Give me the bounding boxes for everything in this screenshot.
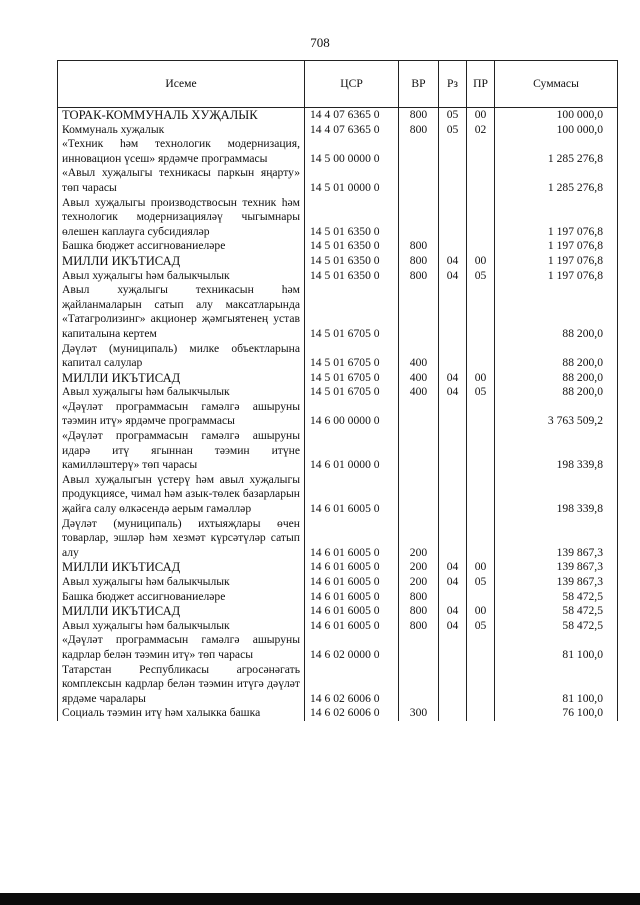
table-row <box>58 560 618 575</box>
cell-vr: 800 <box>399 619 439 634</box>
cell-sum: 58 472,5 <box>495 619 618 634</box>
cell-vr: 800 <box>399 108 439 123</box>
table-row <box>58 123 618 138</box>
table-row <box>58 269 618 284</box>
cell-rz: 04 <box>439 371 467 386</box>
cell-sum: 100 000,0 <box>495 108 618 123</box>
cell-vr: 400 <box>399 342 439 371</box>
page-number: 708 <box>310 35 330 50</box>
cell-sum: 139 867,3 <box>495 517 618 561</box>
cell-name: Авыл хуҗалыгын үстерү һәм авыл хуҗалыгы продукциясе, чимал һәм азык-төлек базарларын җайга салу өлкәсендә аерым гамәлләр <box>58 473 305 517</box>
cell-csr: 14 5 01 6705 0 <box>305 371 399 386</box>
table-row <box>58 137 618 166</box>
cell-csr: 14 6 01 6005 0 <box>305 575 399 590</box>
cell-csr: 14 5 01 0000 0 <box>305 166 399 195</box>
scan-edge-bar <box>0 893 640 905</box>
cell-pr <box>467 239 495 254</box>
cell-csr: 14 5 01 6350 0 <box>305 239 399 254</box>
cell-vr <box>399 196 439 240</box>
table-row <box>58 590 618 605</box>
cell-sum: 88 200,0 <box>495 371 618 386</box>
table-row <box>58 239 618 254</box>
cell-sum: 88 200,0 <box>495 385 618 400</box>
cell-rz <box>439 400 467 429</box>
cell-sum: 1 197 076,8 <box>495 239 618 254</box>
cell-sum: 1 197 076,8 <box>495 254 618 269</box>
cell-rz: 04 <box>439 619 467 634</box>
cell-pr <box>467 517 495 561</box>
cell-vr <box>399 473 439 517</box>
cell-rz: 04 <box>439 560 467 575</box>
cell-rz <box>439 137 467 166</box>
cell-vr <box>399 429 439 473</box>
cell-rz: 04 <box>439 269 467 284</box>
cell-csr: 14 5 01 6705 0 <box>305 283 399 341</box>
cell-pr: 00 <box>467 108 495 123</box>
cell-pr <box>467 663 495 707</box>
cell-rz <box>439 663 467 707</box>
cell-pr <box>467 196 495 240</box>
table-row <box>58 633 618 662</box>
cell-name: Татарстан Республикасы агросәнәгать комплексын кадрлар белән тәэмин итүгә дәүләт ярдәме чаралары <box>58 663 305 707</box>
cell-pr: 05 <box>467 619 495 634</box>
cell-name: МИЛЛИ ИКЪТИСАД <box>58 254 305 269</box>
cell-sum: 1 197 076,8 <box>495 196 618 240</box>
table-row <box>58 706 618 721</box>
cell-vr <box>399 400 439 429</box>
cell-vr: 800 <box>399 239 439 254</box>
table-row <box>58 254 618 269</box>
cell-sum: 1 197 076,8 <box>495 269 618 284</box>
cell-pr: 02 <box>467 123 495 138</box>
cell-name: Башка бюджет ассигнованиеләре <box>58 590 305 605</box>
header-sum: Суммасы <box>495 61 618 108</box>
cell-csr: 14 4 07 6365 0 <box>305 108 399 123</box>
cell-name: Дәүләт (муниципаль) ихтыяҗлары өчен товарлар, эшләр һәм хезмәт күрсәтүләр сатып алу <box>58 517 305 561</box>
cell-csr: 14 5 01 6350 0 <box>305 254 399 269</box>
header-vr: ВР <box>399 61 439 108</box>
table-row <box>58 663 618 707</box>
cell-csr: 14 6 01 6005 0 <box>305 473 399 517</box>
cell-sum: 58 472,5 <box>495 590 618 605</box>
cell-rz <box>439 590 467 605</box>
cell-csr: 14 6 02 6006 0 <box>305 663 399 707</box>
cell-name: МИЛЛИ ИКЪТИСАД <box>58 604 305 619</box>
cell-vr: 800 <box>399 254 439 269</box>
cell-vr <box>399 663 439 707</box>
cell-name: ТОРАК-КОММУНАЛЬ ХУҖАЛЫК <box>58 108 305 123</box>
cell-name: Коммуналь хуҗалык <box>58 123 305 138</box>
cell-name: Авыл хуҗалыгы һәм балыкчылык <box>58 269 305 284</box>
table-row <box>58 371 618 386</box>
table-header-row <box>58 61 618 108</box>
cell-csr: 14 5 00 0000 0 <box>305 137 399 166</box>
table-row <box>58 517 618 561</box>
table-row <box>58 400 618 429</box>
header-rz: Рз <box>439 61 467 108</box>
cell-rz <box>439 517 467 561</box>
cell-vr: 300 <box>399 706 439 721</box>
cell-pr <box>467 283 495 341</box>
cell-sum: 198 339,8 <box>495 429 618 473</box>
cell-name: Башка бюджет ассигнованиеләре <box>58 239 305 254</box>
cell-rz: 05 <box>439 108 467 123</box>
cell-vr: 800 <box>399 269 439 284</box>
cell-csr: 14 6 02 0000 0 <box>305 633 399 662</box>
cell-name: МИЛЛИ ИКЪТИСАД <box>58 560 305 575</box>
cell-rz: 04 <box>439 385 467 400</box>
cell-pr <box>467 429 495 473</box>
cell-vr <box>399 137 439 166</box>
cell-pr: 05 <box>467 269 495 284</box>
cell-vr: 800 <box>399 590 439 605</box>
table-row <box>58 196 618 240</box>
table-row <box>58 619 618 634</box>
cell-csr: 14 6 02 6006 0 <box>305 706 399 721</box>
cell-sum: 88 200,0 <box>495 283 618 341</box>
cell-csr: 14 6 00 0000 0 <box>305 400 399 429</box>
cell-rz <box>439 283 467 341</box>
cell-name: «Дәүләт программасын гамәлгә ашыруны идарә итү ягыннан тәэмин итүне камилләштерү» төп чарасы <box>58 429 305 473</box>
cell-rz <box>439 429 467 473</box>
budget-table <box>57 60 618 721</box>
cell-name: Социаль тәэмин итү һәм халыкка башка <box>58 706 305 721</box>
cell-sum: 1 285 276,8 <box>495 166 618 195</box>
cell-sum: 81 100,0 <box>495 663 618 707</box>
cell-rz <box>439 342 467 371</box>
cell-pr: 05 <box>467 575 495 590</box>
cell-rz <box>439 633 467 662</box>
cell-csr: 14 6 01 6005 0 <box>305 590 399 605</box>
cell-csr: 14 5 01 6705 0 <box>305 385 399 400</box>
cell-csr: 14 5 01 6705 0 <box>305 342 399 371</box>
table-row <box>58 604 618 619</box>
cell-rz <box>439 196 467 240</box>
cell-pr: 00 <box>467 560 495 575</box>
cell-name: Авыл хуҗалыгы һәм балыкчылык <box>58 385 305 400</box>
table-row <box>58 166 618 195</box>
cell-sum: 198 339,8 <box>495 473 618 517</box>
cell-pr <box>467 633 495 662</box>
cell-name: МИЛЛИ ИКЪТИСАД <box>58 371 305 386</box>
cell-vr <box>399 633 439 662</box>
cell-csr: 14 6 01 6005 0 <box>305 604 399 619</box>
cell-name: «Техник һәм технологик модернизация, инновацион үсеш» ярдәмче программасы <box>58 137 305 166</box>
cell-name: Дәүләт (муниципаль) милке объектларына капитал салулар <box>58 342 305 371</box>
cell-csr: 14 6 01 0000 0 <box>305 429 399 473</box>
cell-sum: 76 100,0 <box>495 706 618 721</box>
cell-vr: 800 <box>399 123 439 138</box>
cell-rz: 04 <box>439 575 467 590</box>
cell-sum: 88 200,0 <box>495 342 618 371</box>
cell-csr: 14 6 01 6005 0 <box>305 560 399 575</box>
cell-sum: 81 100,0 <box>495 633 618 662</box>
cell-pr: 00 <box>467 604 495 619</box>
cell-rz <box>439 239 467 254</box>
cell-sum: 100 000,0 <box>495 123 618 138</box>
cell-sum: 139 867,3 <box>495 575 618 590</box>
cell-csr: 14 5 01 6350 0 <box>305 196 399 240</box>
cell-pr <box>467 137 495 166</box>
cell-name: Авыл хуҗалыгы һәм балыкчылык <box>58 575 305 590</box>
cell-vr: 400 <box>399 371 439 386</box>
table-row <box>58 575 618 590</box>
cell-name: «Дәүләт программасын гамәлгә ашыруны кадрлар белән тәэмин итү» төп чарасы <box>58 633 305 662</box>
header-name: Исеме <box>58 61 305 108</box>
cell-csr: 14 6 01 6005 0 <box>305 517 399 561</box>
cell-name: Авыл хуҗалыгы һәм балыкчылык <box>58 619 305 634</box>
cell-rz <box>439 706 467 721</box>
cell-rz <box>439 166 467 195</box>
cell-csr: 14 4 07 6365 0 <box>305 123 399 138</box>
cell-csr: 14 5 01 6350 0 <box>305 269 399 284</box>
cell-pr <box>467 342 495 371</box>
cell-name: «Дәүләт программасын гамәлгә ашыруны тәэмин итү» ярдәмче программасы <box>58 400 305 429</box>
table-row <box>58 108 618 123</box>
cell-vr: 200 <box>399 560 439 575</box>
cell-name: Авыл хуҗалыгы производствосын техник һәм технологик модернизацияләү чыгымнары өлешен каплауга субсидияләр <box>58 196 305 240</box>
cell-pr <box>467 473 495 517</box>
cell-rz <box>439 473 467 517</box>
table-row <box>58 342 618 371</box>
cell-vr: 400 <box>399 385 439 400</box>
cell-csr: 14 6 01 6005 0 <box>305 619 399 634</box>
cell-pr: 05 <box>467 385 495 400</box>
table-row <box>58 429 618 473</box>
cell-vr: 800 <box>399 604 439 619</box>
cell-sum: 139 867,3 <box>495 560 618 575</box>
cell-vr: 200 <box>399 517 439 561</box>
cell-sum: 3 763 509,2 <box>495 400 618 429</box>
cell-pr <box>467 590 495 605</box>
cell-pr <box>467 706 495 721</box>
cell-sum: 1 285 276,8 <box>495 137 618 166</box>
cell-pr <box>467 400 495 429</box>
cell-rz: 04 <box>439 254 467 269</box>
table-row <box>58 283 618 341</box>
cell-rz: 04 <box>439 604 467 619</box>
cell-pr: 00 <box>467 371 495 386</box>
cell-rz: 05 <box>439 123 467 138</box>
cell-vr: 200 <box>399 575 439 590</box>
table-row <box>58 473 618 517</box>
table-row <box>58 385 618 400</box>
cell-name: «Авыл хуҗалыгы техникасы паркын яңарту» төп чарасы <box>58 166 305 195</box>
cell-vr <box>399 283 439 341</box>
header-csr: ЦСР <box>305 61 399 108</box>
cell-vr <box>399 166 439 195</box>
cell-pr <box>467 166 495 195</box>
cell-sum: 58 472,5 <box>495 604 618 619</box>
header-pr: ПР <box>467 61 495 108</box>
cell-name: Авыл хуҗалыгы техникасын һәм җайланмаларын сатып алу максатларында «Татагролизинг» акционер җәмгыятенең устав капиталына кертем <box>58 283 305 341</box>
cell-pr: 00 <box>467 254 495 269</box>
